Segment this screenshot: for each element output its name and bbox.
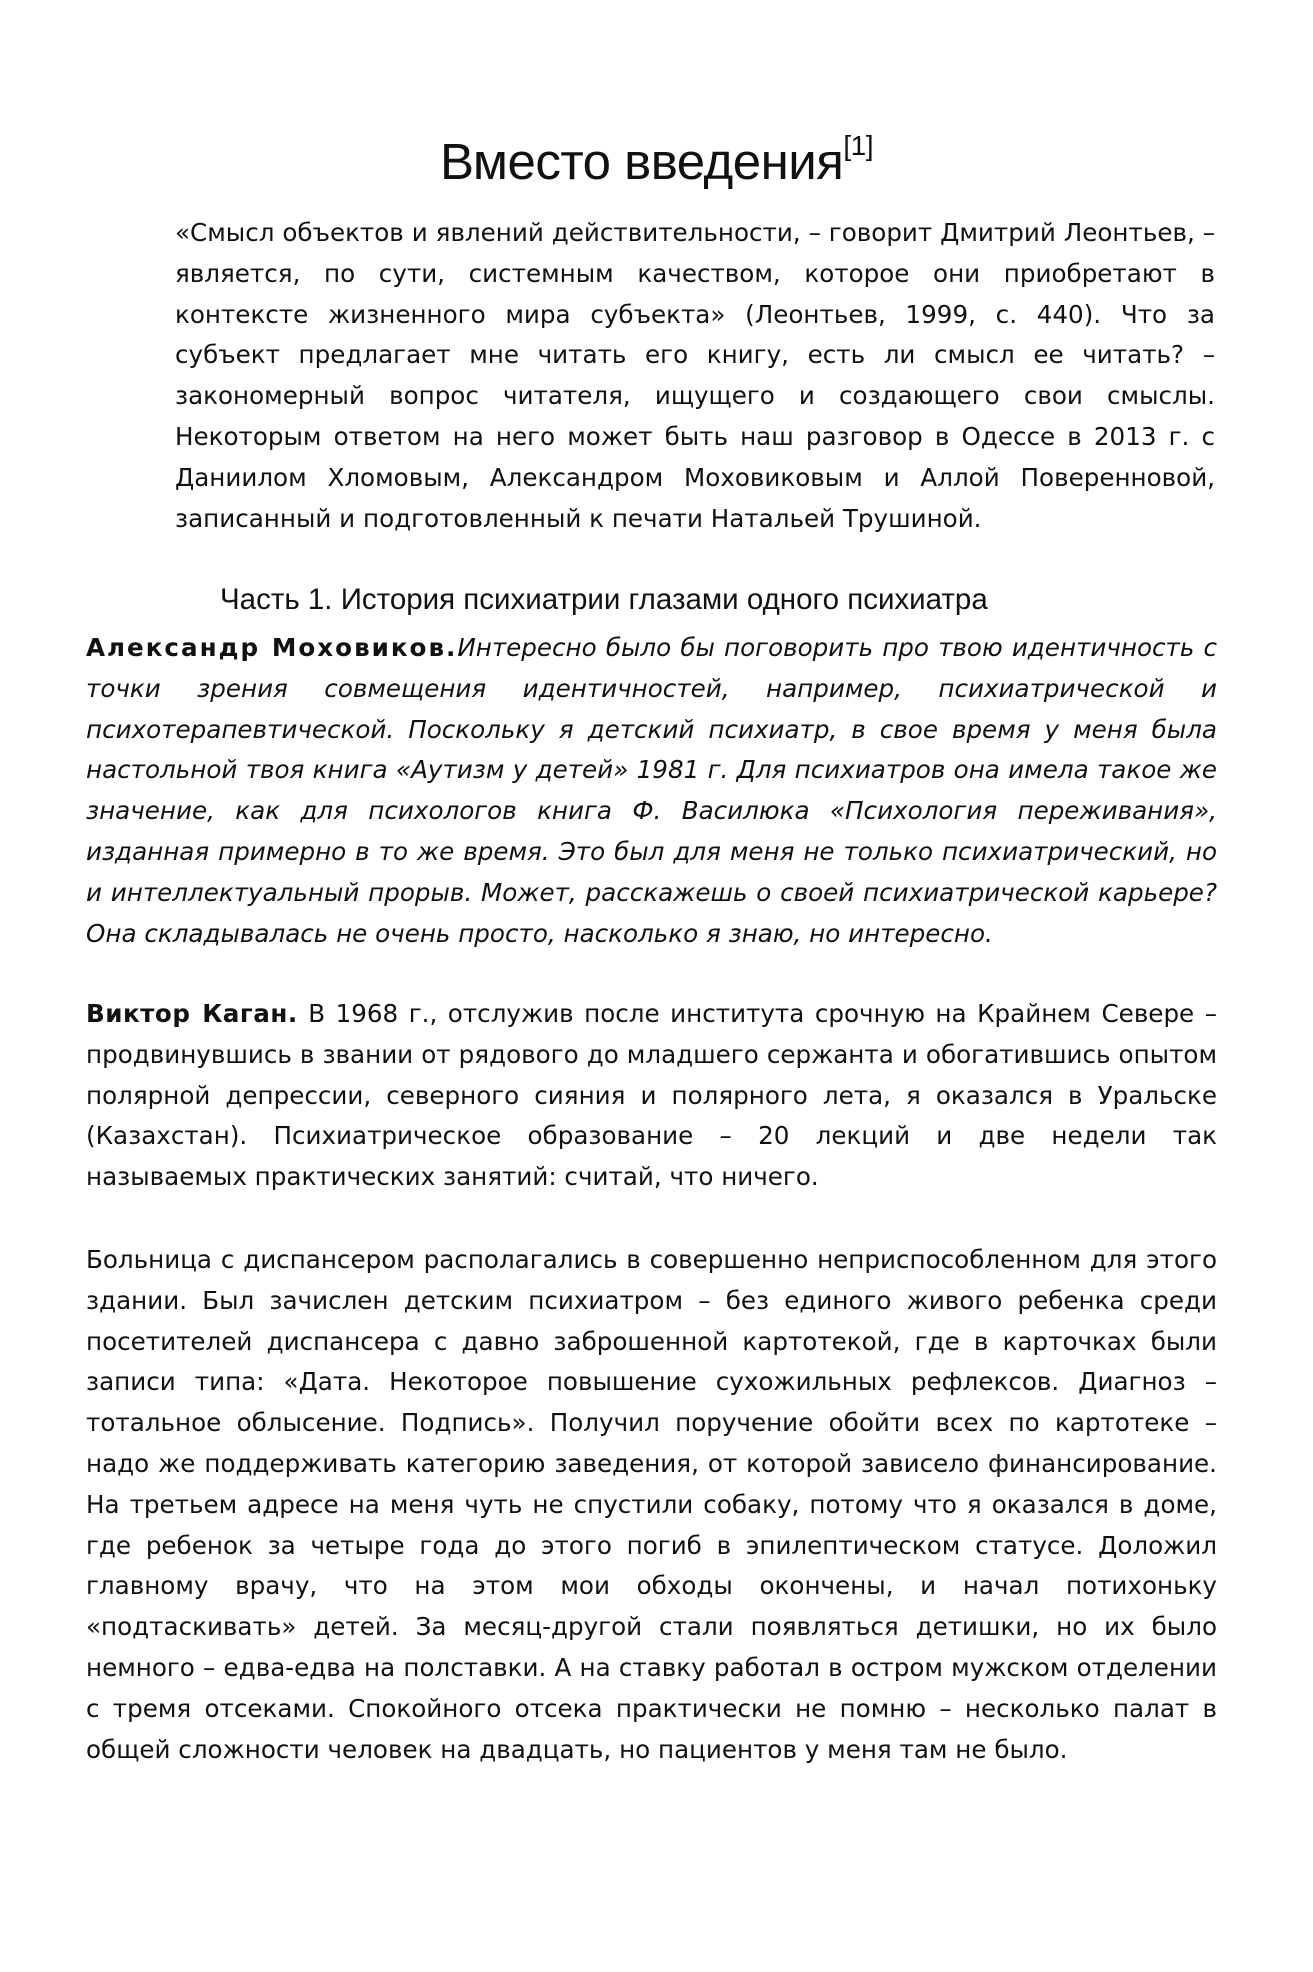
dialog-paragraph-question (86, 628, 1217, 954)
part-heading: Часть 1. История психиатрии глазами одного психиатра (220, 583, 988, 616)
speaker-name: Виктор Каган. (86, 999, 298, 1028)
epigraph-paragraph: «Смысл объектов и явлений действительности, – говорит Дмитрий Леонтьев, – является, по сути, системным качеством, которое они приобретают в контексте жизненного мира субъекта» (Леонтьев, 1999, с. 440). Что за субъект предлагает мне читать его книгу, есть ли смысл ее читать? – закономерный вопрос читателя, ищущего и создающего свои смыслы. Некоторым ответом на него может быть наш разговор в Одессе в 2013 г. с Даниилом Хломовым, Александром Моховиковым и Аллой Поверенновой, записанный и подготовленный к печати Натальей Трушиной. (175, 218, 1215, 533)
title-text: Вместо введения (439, 133, 844, 190)
speech-text: Интересно было бы поговорить про твою идентичность с точки зрения совмещения идентичностей, например, психиатрической и психотерапевтической. Поскольку я детский психиатр, в свое время у меня была настольной твоя книга «Аутизм у детей» 1981 г. Для психиатров она имела такое же значение, как для психологов книга Ф. Василюка «Психология переживания», изданная примерно в то же время. Это был для меня не только психиатрический, но и интеллектуальный прорыв. Может, расскажешь о своей психиатрической карьере? Она складывалась не очень просто, насколько я знаю, но интересно. (86, 633, 1217, 948)
speaker-name: Александр Моховиков. (86, 633, 458, 662)
dialog-paragraph-answer (86, 994, 1217, 1198)
footnote-reference-link[interactable]: [1] (843, 130, 874, 161)
dialog-paragraph-continuation: Больница с диспансером располагались в совершенно неприспособленном для этого здании. Был зачислен детским психиатром – без единого живого ребенка среди посетителей диспансера с давно заброшенной картотекой, где в карточках были записи типа: «Дата. Некоторое повышение сухожильных рефлексов. Диагноз – тотальное облысение. Подпись». Получил поручение обойти всех по картотеке – надо же поддерживать категорию заведения, от которой зависело финансирование. На третьем адресе на меня чуть не спустили собаку, потому что я оказался в доме, где ребенок за четыре года до этого погиб в эпилептическом статусе. Доложил главному врачу, что на этом мои обходы окончены, и начал потихоньку «подтаскивать» детей. За месяц-другой стали появляться детишки, но их было немного – едва-едва на полставки. А на ставку работал в остром мужском отделении с тремя отсеками. Спокойного отсека практически не помню – несколько палат в общей сложности человек на двадцать, но пациентов у меня там не было. (86, 1245, 1217, 1764)
page-title (0, 132, 1313, 192)
speech-text: В 1968 г., отслужив после института срочную на Крайнем Севере – продвинувшись в звании от рядового до младшего сержанта и обогатившись опытом полярной депрессии, северного сияния и полярного лета, я оказался в Уральске (Казахстан). Психиатрическое образование – 20 лекций и две недели так называемых практических занятий: считай, что ничего. (86, 999, 1218, 1192)
